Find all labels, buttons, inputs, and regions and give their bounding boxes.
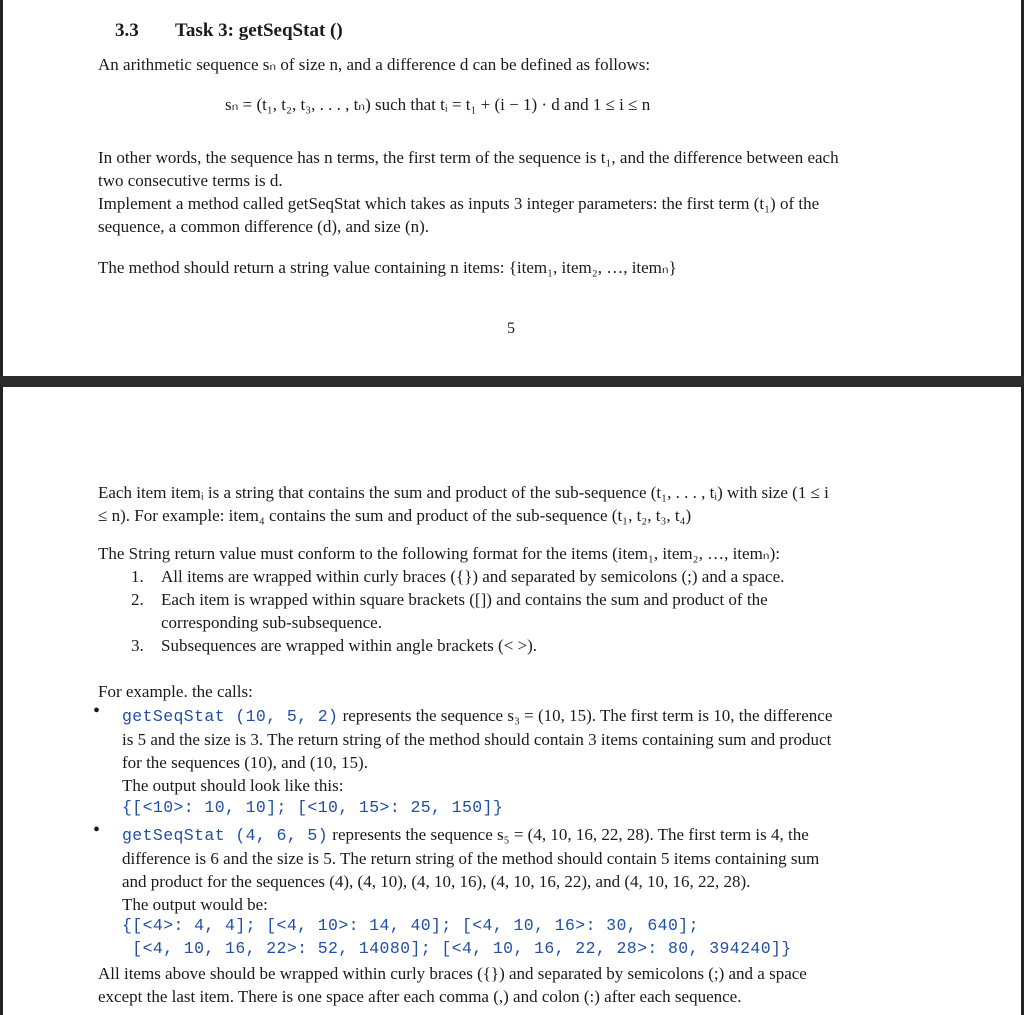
format-intro: The String return value must conform to the following format for the items (item₁, item₂, …, itemₙ):	[98, 544, 780, 563]
rule-text: Subsequences are wrapped within angle brackets (< >).	[161, 636, 538, 655]
output-code: {[<10>: 10, 10]; [<10, 15>: 25, 150]}	[122, 798, 504, 817]
para1-line2: two consecutive terms is d.	[98, 171, 283, 190]
example-call: getSeqStat (4, 6, 5)	[122, 826, 329, 845]
bullet-icon: •	[93, 819, 101, 841]
rule-number: 1.	[131, 567, 144, 586]
output-label: The output should look like this:	[122, 776, 344, 795]
bullet-icon: •	[93, 700, 101, 722]
example-1-line1	[122, 704, 832, 728]
formula: sₙ = (t₁, t₂, t₃, . . . , tₙ) such that tᵢ = t₁ + (i − 1) · d and 1 ≤ i ≤ n	[225, 95, 651, 114]
output-code: {[<4>: 4, 4]; [<4, 10>: 14, 40]; [<4, 10, 16>: 30, 640];	[122, 916, 699, 935]
page-separator	[0, 376, 1024, 387]
example-call: getSeqStat (10, 5, 2)	[122, 707, 339, 726]
rule-text: All items are wrapped within curly braces ({}) and separated by semicolons (;) and a space.	[161, 567, 785, 586]
output-code: [<4, 10, 16, 22>: 52, 14080]; [<4, 10, 16, 22, 28>: 80, 394240]}	[122, 939, 792, 958]
para2-line1: Implement a method called getSeqStat which takes as inputs 3 integer parameters: the first term (t₁) of the	[98, 194, 820, 213]
rule-number: 3.	[131, 636, 144, 655]
example-intro: For example. the calls:	[98, 682, 253, 701]
para2-line2: sequence, a common difference (d), and size (n).	[98, 217, 430, 236]
rule-text: Each item is wrapped within square brackets ([]) and contains the sum and product of the	[161, 590, 768, 609]
rule-number: 2.	[131, 590, 144, 609]
each-item-line1: Each item itemᵢ is a string that contains the sum and product of the sub-sequence (t₁, . . . , tᵢ) with size (1 ≤ i	[98, 483, 829, 502]
page-bottom	[0, 387, 1024, 1015]
example-desc-line3: and product for the sequences (4), (4, 10), (4, 10, 16), (4, 10, 16, 22), and (4, 10, 16, 22, 28).	[122, 872, 751, 891]
output-label: The output would be:	[122, 895, 268, 914]
page-top	[0, 0, 1024, 376]
page-number: 5	[507, 320, 515, 337]
example-2-line1	[122, 823, 809, 847]
closing-line1: All items above should be wrapped within curly braces ({}) and separated by semicolons (;) and a space	[98, 964, 807, 983]
example-desc: represents the sequence s₅ = (4, 10, 16, 22, 28). The first term is 4, the	[328, 825, 809, 844]
section-title: Task 3: getSeqStat ()	[175, 20, 343, 41]
para3: The method should return a string value containing n items: {item₁, item₂, …, itemₙ}	[98, 258, 677, 277]
rule-text-cont: corresponding sub-subsequence.	[161, 613, 382, 632]
closing-line2: except the last item. There is one space after each comma (,) and colon (:) after each sequence.	[98, 987, 742, 1006]
para1-line1: In other words, the sequence has n terms, the first term of the sequence is t₁, and the difference between each	[98, 148, 839, 167]
section-number: 3.3	[115, 20, 139, 41]
example-desc: represents the sequence s₃ = (10, 15). The first term is 10, the difference	[338, 706, 833, 725]
example-desc-line3: for the sequences (10), and (10, 15).	[122, 753, 368, 772]
example-desc-line2: difference is 6 and the size is 5. The return string of the method should contain 5 items containing sum	[122, 849, 820, 868]
each-item-line2: ≤ n). For example: item₄ contains the sum and product of the sub-sequence (t₁, t₂, t₃, t₄)	[98, 506, 692, 525]
example-desc-line2: is 5 and the size is 3. The return string of the method should contain 3 items containing sum and product	[122, 730, 832, 749]
intro-text: An arithmetic sequence sₙ of size n, and a difference d can be defined as follows:	[98, 55, 651, 74]
